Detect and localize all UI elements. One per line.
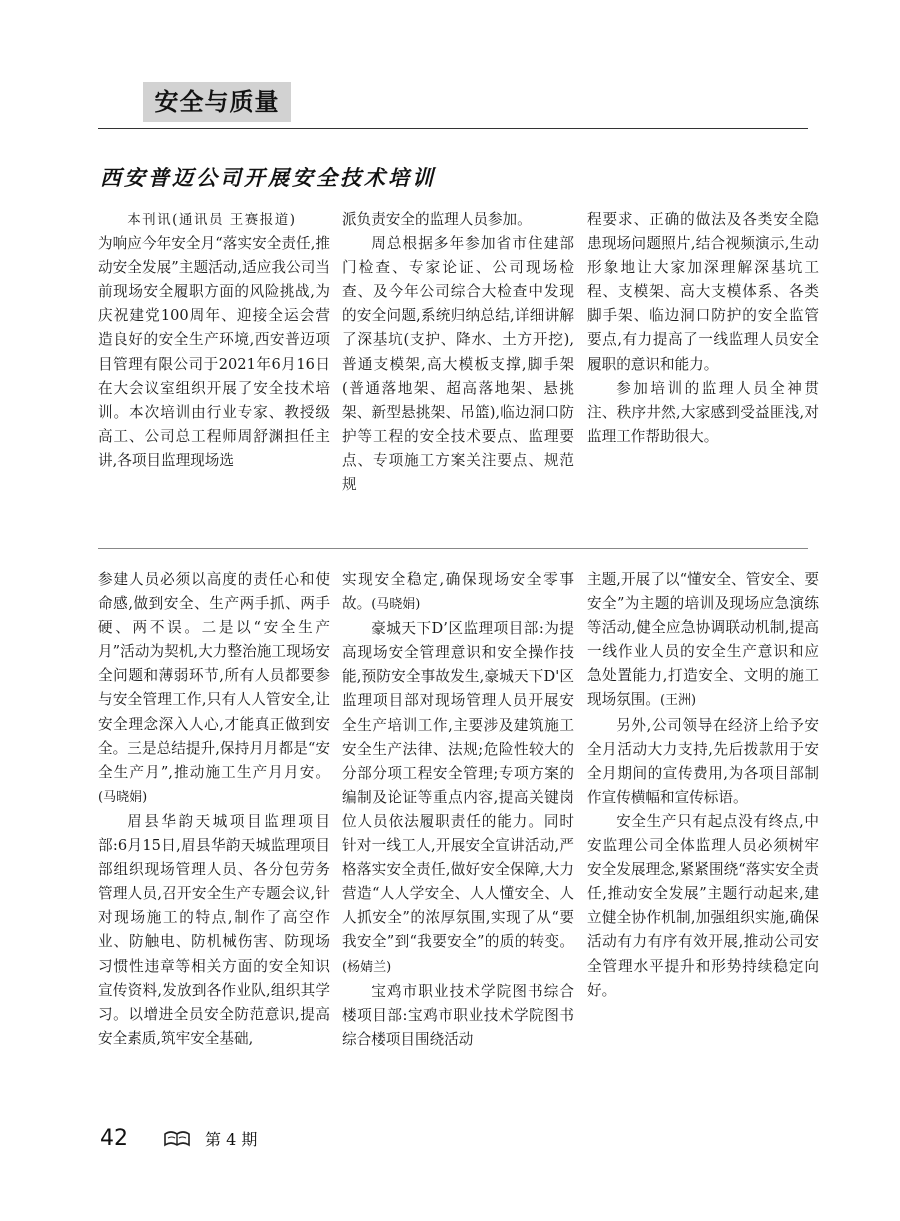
paragraph: 实现安全稳定,确保现场安全零事故。(马晓娟) [342,571,574,613]
paragraph: 为响应今年安全月“落实安全责任,推动安全发展”主题活动,适应我公司当前现场安全履职方面的风险挑战,为庆祝建党100周年、迎接全运会营造良好的安全生产环境,西安普迈项目管理有限公司于2021年6月16日在大会议室组织开展了安全技术培训。本次培训由行业专家、教授级高工、公司总工程师周舒渊担任主讲,各项目监理现场选 [98,235,330,469]
paragraph: 周总根据多年参加省市住建部门检查、专家论证、公司现场检查、及今年公司综合大检查中发现的安全问题,系统归纳总结,详细讲解了深基坑(支护、降水、土方开挖),普通支模架,高大模板支撑,脚手架(普通落地架、超高落地架、悬挑架、新型悬挑架、吊篮),临边洞口防护等工程的安全技术要点、监理要点、专项施工方案关注要点、规范规 [342,235,574,494]
section-tag: 安全与质量 [143,82,291,122]
reporter-credit: (王洲) [659,693,697,709]
book-ornament-icon [163,1130,191,1148]
lower-column-2 [342,568,574,1052]
header-rule [98,128,808,129]
reporter-credit: (马晓娟) [98,789,148,805]
paragraph: 豪城天下D’区监理项目部:为提高现场安全管理意识和安全操作技能,预防安全事故发生,豪城天下D'区监理项目部对现场管理人员开展安全生产培训工作,主要涉及建筑施工安全生产法律、法规;危险性较大的分部分项工程安全管理;专项方案的编制及论证等重点内容,提高关键岗位人员依法履职责任的能力。同时针对一线工人,开展安全宣讲活动,严格落实安全责任,做好安全保障,大力营造“人人学安全、人人懂安全、人人抓安全”的浓厚氛围,实现了从“要我安全”到“我要安全”的质的转变。(杨婧兰) [342,620,574,975]
article-title: 西安普迈公司开展安全技术培训 [100,166,436,190]
paragraph: 派负责安全的监理人员参加。 [342,211,532,228]
paragraph: 参加培训的监理人员全神贯注、秩序井然,大家感到受益匪浅,对监理工作帮助很大。 [587,379,819,445]
paragraph: 程要求、正确的做法及各类安全隐患现场问题照片,结合视频演示,生动形象地让大家加深理解深基坑工程、支模架、高大支模体系、各类脚手架、临边洞口防护的安全监管要点,有力提高了一线监理人员安全履职的意识和能力。 [587,211,819,373]
article-column-2 [342,208,574,497]
paragraph: 主题,开展了以“懂安全、管安全、要安全”为主题的培训及现场应急演练等活动,健全应急协调联动机制,提高一线作业人员的安全生产意识和应急处置能力,打造安全、文明的施工现场氛围。(王洲) [587,571,819,709]
article-byline: 本刊讯(通讯员 王赛报道) [127,212,297,228]
page-number: 42 [100,1126,128,1151]
paragraph: 另外,公司领导在经济上给予安全月活动大力支持,先后拨款用于安全月期间的宣传费用,为各项目部制作宣传横幅和宣传标语。 [587,716,819,806]
article-column-3 [587,208,819,449]
section-divider [98,548,808,549]
paragraph: 宝鸡市职业技术学院图书综合楼项目部:宝鸡市职业技术学院图书综合楼项目围绕活动 [342,982,574,1048]
paragraph: 安全生产只有起点没有终点,中安监理公司全体监理人员必须树牢安全发展理念,紧紧围绕“落实安全责任,推动安全发展”主题行动起来,建立健全协作机制,加强组织实施,确保活动有力有序有效开展,推动公司安全管理水平提升和形势持续稳定向好。 [587,812,819,999]
paragraph: 眉县华韵天城项目监理项目部:6月15日,眉县华韵天城监理项目部组织现场管理人员、各分包劳务管理人员,召开安全生产专题会议,针对现场施工的特点,制作了高空作业、防触电、防机械伤害、防现场习惯性违章等相关方面的安全知识宣传资料,发放到各作业队,组织其学习。以增进全员安全防范意识,提高安全素质,筑牢安全基础, [98,812,330,1047]
issue-label: 第 4 期 [205,1130,258,1149]
paragraph: 参建人员必须以高度的责任心和使命感,做到安全、生产两手抓、两手硬、两不误。二是以“安全生产月”活动为契机,大力整治施工现场安全问题和薄弱环节,所有人员都要参与安全管理工作,只有人人管安全,让安全理念深入人心,才能真正做到安全。三是总结提升,保持月月都是“安全生产月”,推动施工生产月月安。(马晓娟) [98,571,330,805]
lower-column-1 [98,568,330,1051]
article-column-1 [98,208,330,473]
reporter-credit: (杨婧兰) [342,959,392,975]
reporter-credit: (马晓娟) [371,597,421,613]
lower-column-3 [587,568,819,1003]
